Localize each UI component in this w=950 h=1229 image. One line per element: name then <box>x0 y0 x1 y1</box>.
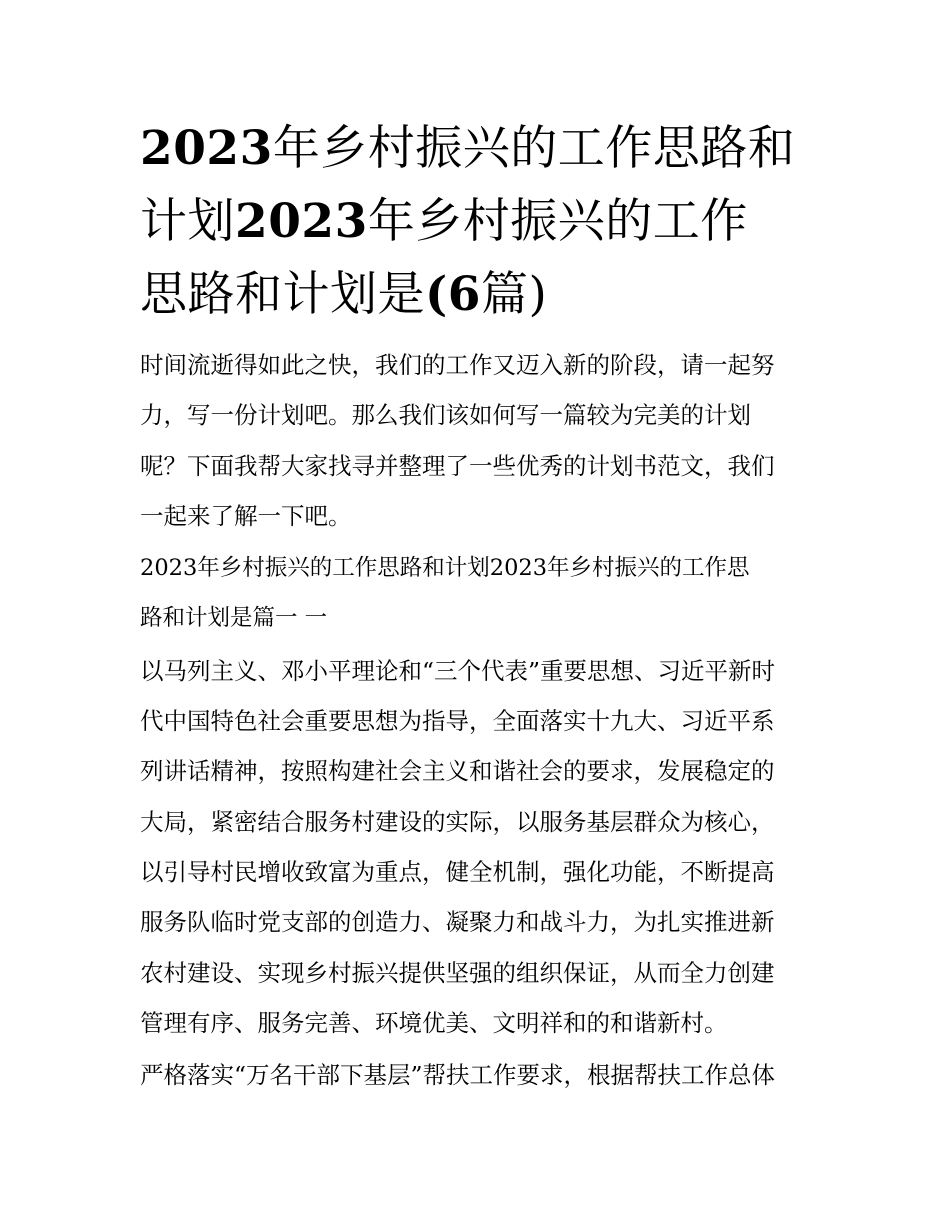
text-line: 力，写一份计划吧。那么我们该如何写一篇较为完美的计划 <box>140 401 751 430</box>
text-line: 代中国特色社会重要思想为指导，全面落实十九大、习近平系 <box>140 707 775 736</box>
body-paragraph <box>140 1050 812 1100</box>
body-paragraph <box>140 646 812 1048</box>
text-line: 大局，紧密结合服务村建设的实际，以服务基层群众为核心， <box>140 807 775 836</box>
document-page <box>140 112 812 1102</box>
text-line: 以马列主义、邓小平理论和“三个代表”重要思想、习近平新时 <box>140 656 776 685</box>
text-line: 管理有序、服务完善、环境优美、文明祥和的和谐新村。 <box>140 1008 728 1037</box>
text-line: 列讲话精神，按照构建社会主义和谐社会的要求，发展稳定的 <box>140 757 775 786</box>
text-line: 时间流逝得如此之快，我们的工作又迈入新的阶段，请一起努 <box>140 351 775 379</box>
text-line: 农村建设、实现乡村振兴提供坚强的组织保证，从而全力创建 <box>140 958 775 987</box>
document-title <box>140 112 812 331</box>
document-body <box>140 340 812 1100</box>
text-line: 一起来了解一下吧。 <box>140 501 352 530</box>
title-line: 2023年乡村振兴的工作思路和 <box>140 121 796 176</box>
title-line: 思路和计划是(6篇) <box>140 267 548 322</box>
title-line: 计划2023年乡村振兴的工作 <box>140 194 748 249</box>
intro-paragraph <box>140 340 812 541</box>
section-heading <box>140 543 812 644</box>
text-line: 服务队临时党支部的创造力、凝聚力和战斗力，为扎实推进新 <box>140 908 775 937</box>
text-line: 呢？下面我帮大家找寻并整理了一些优秀的计划书范文，我们 <box>140 451 775 480</box>
text-line: 路和计划是篇一 一 <box>140 605 328 632</box>
text-line: 严格落实“万名干部下基层”帮扶工作要求，根据帮扶工作总体 <box>140 1061 776 1090</box>
text-line: 2023年乡村振兴的工作思路和计划2023年乡村振兴的工作思 <box>140 555 750 582</box>
text-line: 以引导村民增收致富为重点，健全机制，强化功能，不断提高 <box>140 857 775 886</box>
